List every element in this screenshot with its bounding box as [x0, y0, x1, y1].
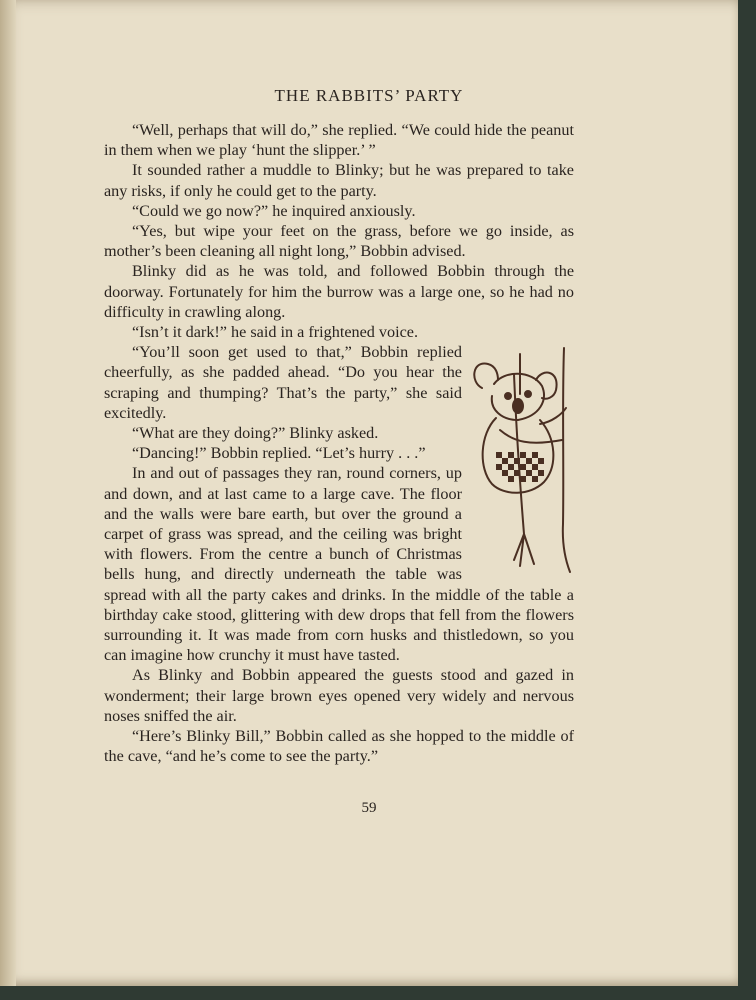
paragraph: “Here’s Blinky Bill,” Bobbin called as she hopped to the middle of the cave, “and he’s come to see the party.”	[104, 727, 574, 766]
paragraph: It sounded rather a muddle to Blinky; but he was prepared to take any risks, if only he could get to the party.	[104, 161, 574, 200]
paragraph: “What are they doing?” Blinky asked.	[132, 424, 379, 443]
page-gutter	[0, 0, 16, 986]
paragraph: In and out of passages they ran, round corners, up and down, and at last came to a large cave. The floor and the walls were bare earth, but over the ground a carpet of grass was spread, and the ceiling was bright with flowers. From the centre a bunch of Christmas bells hung, and directly underneath the table was spread with all the party cakes and drinks. In the middle of the table a birthday cake stood, glittering with dew drops that fell from the flowers surrounding it. It was made from corn husks and thistledown, so you can imagine how crunchy it must have tasted.	[104, 464, 574, 665]
running-header: THE RABBITS’ PARTY	[274, 86, 464, 105]
koala-illustration	[470, 334, 574, 582]
paragraph: “Well, perhaps that will do,” she replied. “We could hide the peanut in them when we play ‘hunt the slipper.’ ”	[104, 121, 574, 160]
body-text	[104, 120, 574, 767]
paragraph: “Isn’t it dark!” he said in a frightened voice.	[132, 323, 419, 342]
paragraph: As Blinky and Bobbin appeared the guests stood and gazed in wonderment; their large brown eyes opened very widely and nervous noses sniffed the air.	[104, 666, 574, 725]
koala-drawing	[470, 334, 574, 582]
paragraph: “Could we go now?” he inquired anxiously.	[132, 201, 416, 220]
page-number: 59	[361, 800, 377, 816]
paragraph: Blinky did as he was told, and followed Bobbin through the doorway. Fortunately for him the burrow was a large one, so he had no difficulty in crawling along.	[104, 262, 574, 321]
paragraph: “Yes, but wipe your feet on the grass, before we go inside, as mother’s been cleaning all night long,” Bobbin advised.	[104, 222, 574, 261]
paragraph: “You’ll soon get used to that,” Bobbin replied cheerfully, as she padded ahead. “Do you hear the scraping and thumping? That’s the party,” she said excitedly.	[104, 343, 462, 422]
paragraph: “Dancing!” Bobbin replied. “Let’s hurry . . .”	[132, 444, 426, 463]
